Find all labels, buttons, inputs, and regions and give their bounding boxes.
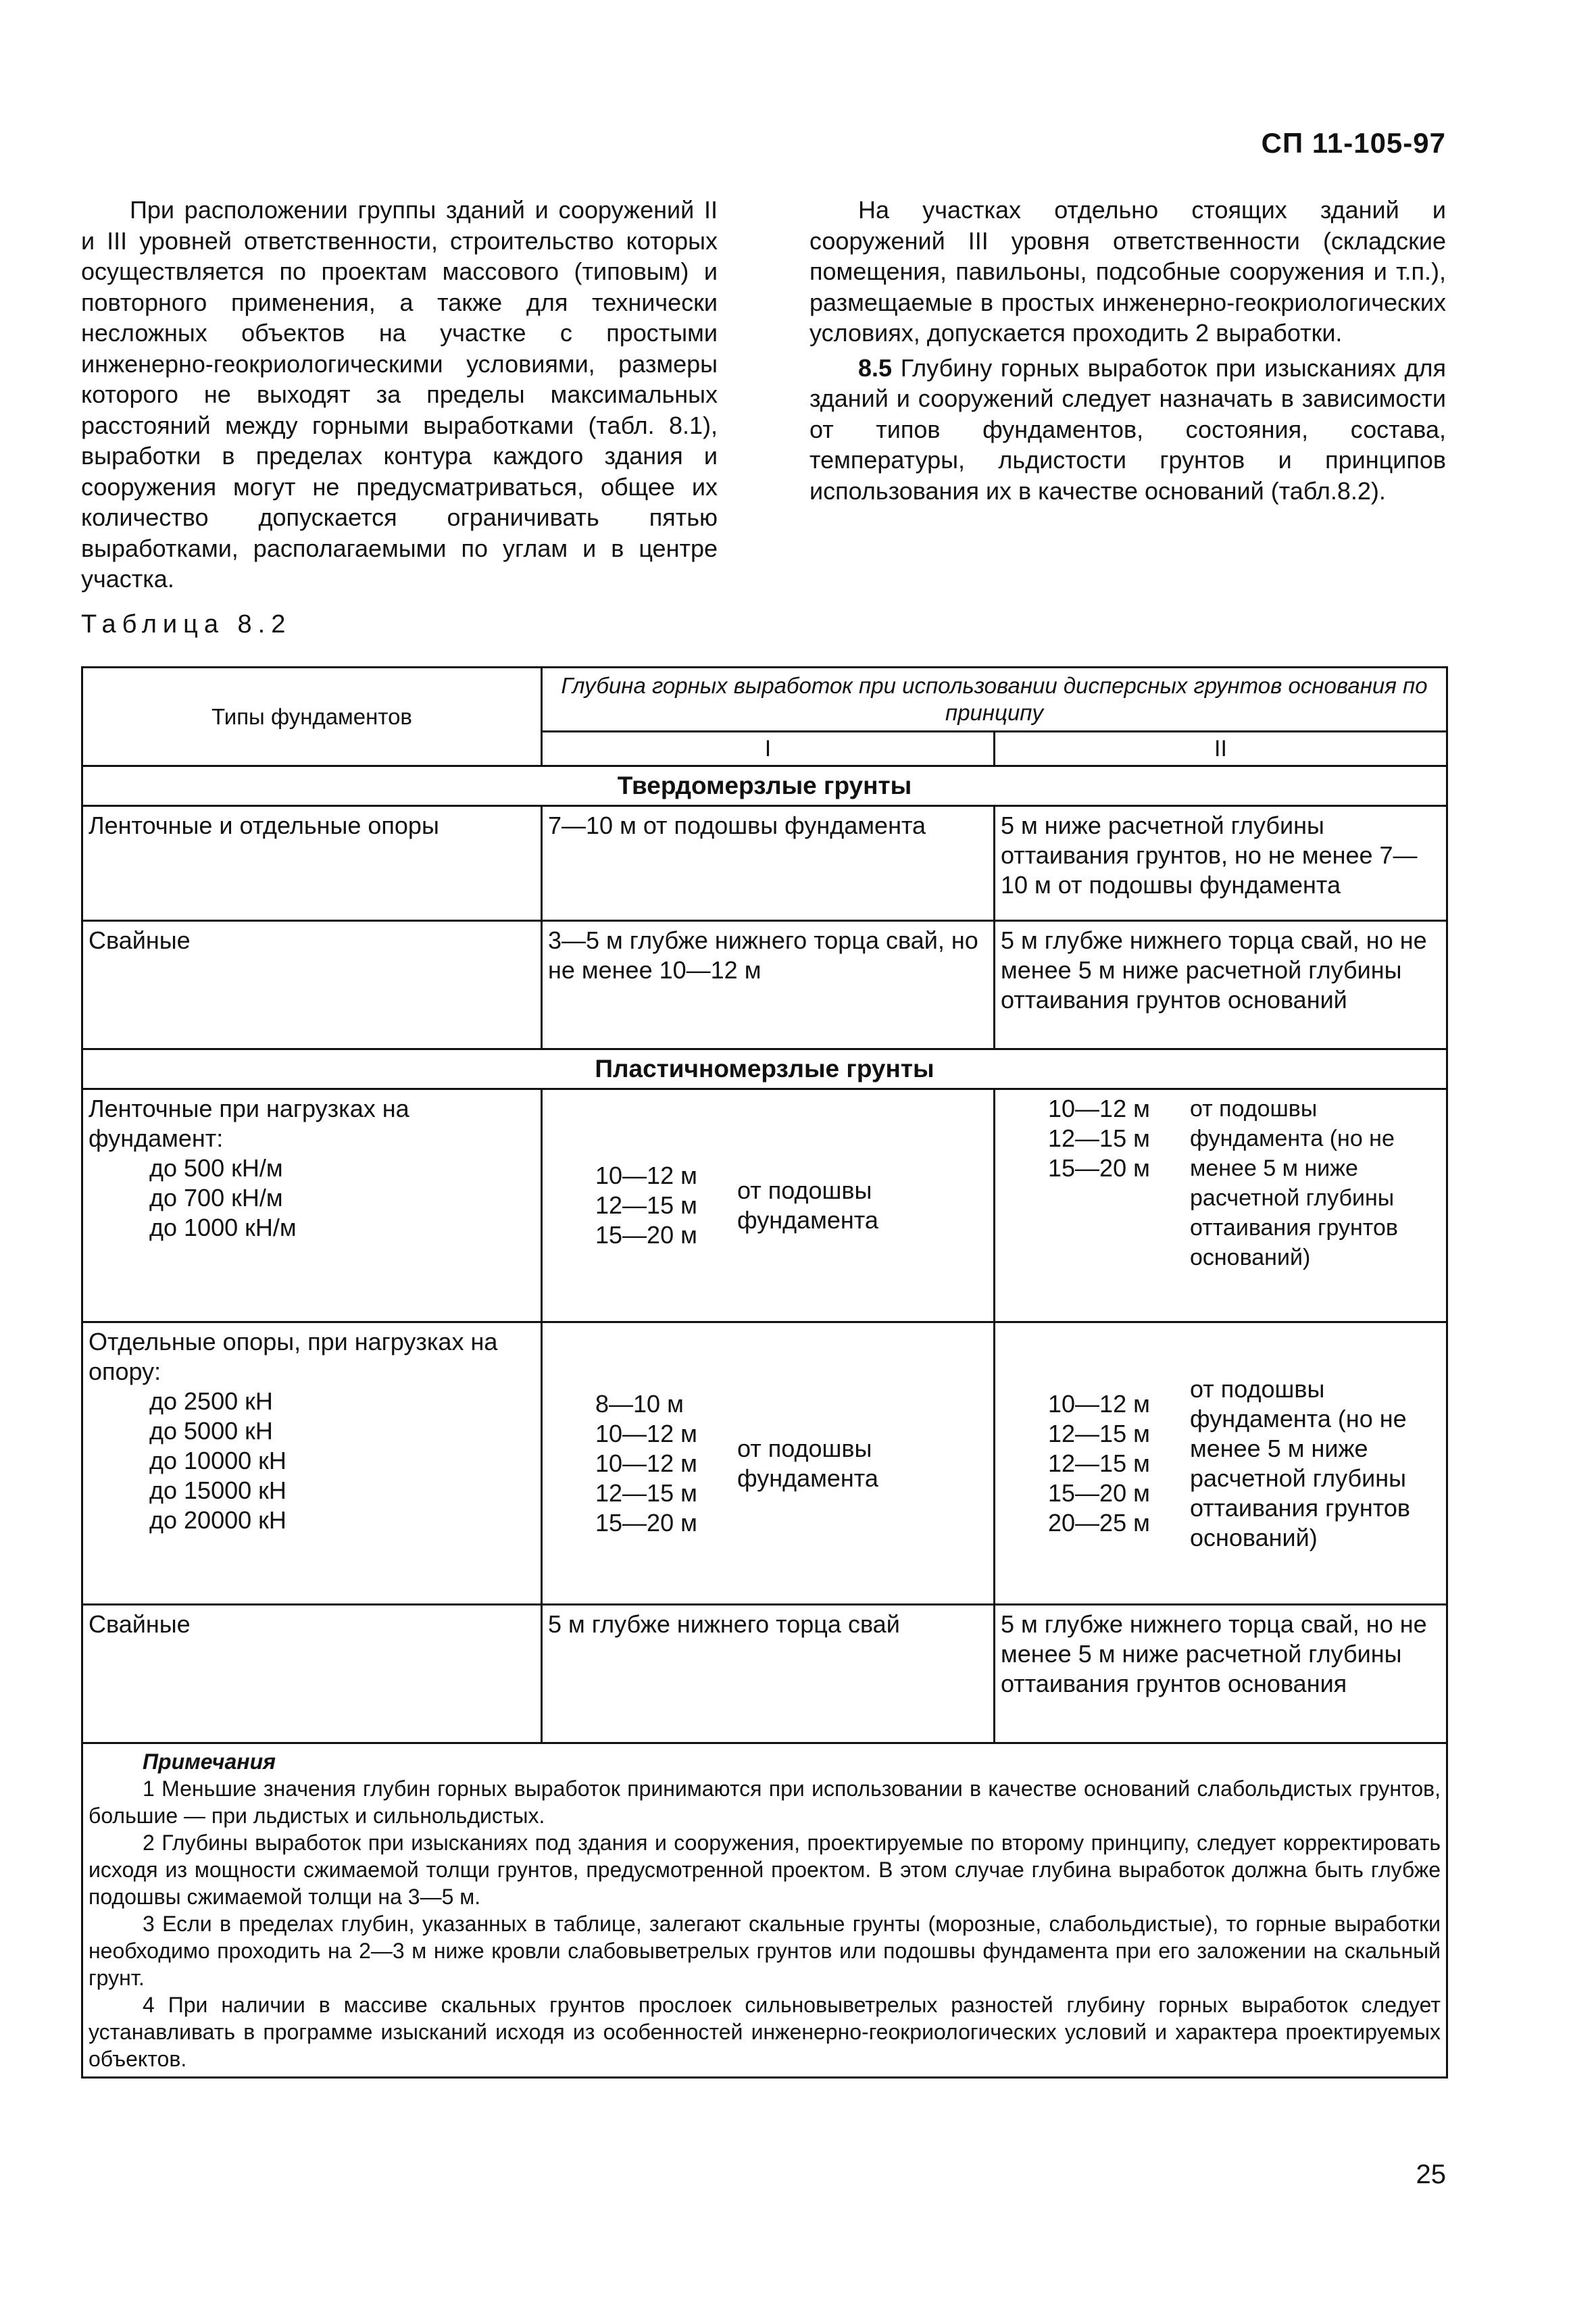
section-plastic-frozen: Пластичномерзлые грунты: [82, 1049, 1447, 1089]
note-item: 4 При наличии в массиве скальных грунтов прослоек сильновыветрелых разностей глубину горных выработок следует устанавливать в программе изысканий исходя из особенностей инженерно-геокриологических условий и характера проектируемых объектов.: [89, 1993, 1441, 2071]
table-caption: Таблица 8.2: [81, 610, 292, 639]
depth-note: от подошвы фундамента (но не менее 5 м ниже расчетной глубины оттаивания грунтов оснований): [1190, 1096, 1398, 1270]
row-type: Свайные: [82, 1605, 542, 1743]
row-principle-2: 5 м глубже нижнего торца свай, но не менее 5 м ниже расчетной глубины оттаивания грунтов основания: [995, 1605, 1447, 1743]
header-principle-1: I: [542, 732, 995, 766]
right-paragraph: На участках отдельно стоящих зданий и сооружений III уровня ответственности (складские помещения, павильоны, подсобные сооружения и т.п.), размещаемые в простых инженерно-геокриологических условиях, допускается проходить 2 выработки.: [809, 196, 1446, 347]
row-type: Ленточные и отдельные опоры: [82, 806, 542, 921]
header-depth: Глубина горных выработок при использовании дисперсных грунтов основания по принципу: [542, 668, 1447, 732]
row-principle-2: 5 м глубже нижнего торца свай, но не менее 5 м ниже расчетной глубины оттаивания грунтов оснований: [995, 921, 1447, 1049]
clause-8-5: [809, 353, 1446, 507]
depth-group: [548, 1389, 988, 1538]
row-type: [82, 1089, 542, 1322]
body-columns: [81, 195, 1446, 595]
row-principle-1: [542, 1089, 995, 1322]
row-type: Свайные: [82, 921, 542, 1049]
row-principle-1: [542, 1322, 995, 1605]
row-type-title: Ленточные при нагрузках на фундамент:: [89, 1095, 409, 1152]
note-item: 2 Глубины выработок при изысканиях под здания и сооружения, проектируемые по второму принципу, следует корректировать исходя из мощности сжимаемой толщи грунтов, предусмотренной проектом. В этом случае глубина выработок должна быть глубже подошвы сжимаемой толщи на 3—5 м.: [89, 1831, 1441, 1909]
row-principle-1: 5 м глубже нижнего торца свай: [542, 1605, 995, 1743]
row-principle-1: 3—5 м глубже нижнего торца свай, но не менее 10—12 м: [542, 921, 995, 1049]
depth-group: [1001, 1374, 1441, 1553]
depth-values: 8—10 м 10—12 м 10—12 м 12—15 м 15—20 м: [595, 1389, 697, 1537]
depth-note: от подошвы фундамента: [737, 1434, 878, 1492]
row-principle-2: 5 м ниже расчетной глубины оттаивания грунтов, но не менее 7—10 м от подошвы фундамента: [995, 806, 1447, 921]
depth-note: от подошвы фундамента: [737, 1176, 878, 1234]
document-code: СП 11-105-97: [1261, 127, 1446, 159]
row-type-title: Отдельные опоры, при нагрузках на опору:: [89, 1328, 498, 1385]
depth-group: [1001, 1094, 1441, 1272]
clause-number: 8.5: [858, 353, 893, 382]
note-item: 1 Меньшие значения глубин горных выработок принимаются при использовании в качестве оснований слабольдистых грунтов, большие — при льдистых и сильнольдистых.: [89, 1776, 1441, 1828]
note-item: 3 Если в пределах глубин, указанных в таблице, залегают скальные грунты (морозные, слабольдистые), то горные выработки необходимо проходить на 2—3 м ниже кровли слабовыветрелых грунтов или подошвы фундамента при его заложении на скальный грунт.: [89, 1912, 1441, 1990]
row-principle-1: 7—10 м от подошвы фундамента: [542, 806, 995, 921]
load-list: до 2500 кН до 5000 кН до 10000 кН до 15000 кН до 20000 кН: [149, 1387, 286, 1534]
left-column: [81, 195, 718, 595]
depth-group: [548, 1161, 988, 1250]
depth-note: от подошвы фундамента (но не менее 5 м ниже расчетной глубины оттаивания грунтов оснований): [1190, 1374, 1411, 1551]
row-principle-2: [995, 1322, 1447, 1605]
header-principle-2: II: [995, 732, 1447, 766]
depth-values: 10—12 м 12—15 м 12—15 м 15—20 м 20—25 м: [1048, 1389, 1150, 1537]
notes-title: Примечания: [143, 1749, 276, 1774]
section-hard-frozen: Твердомерзлые грунты: [82, 766, 1447, 806]
page-number: 25: [1416, 2160, 1446, 2189]
left-paragraph: При расположении группы зданий и сооружений II и III уровней ответственности, строительство которых осуществляется по проектам массового (типовым) и повторного применения, а также для технически несложных объектов на участке с простыми инженерно-геокриологическими условиями, размеры которого не выходят за пределы максимальных расстояний между горными выработками (табл. 8.1), выработки в пределах контура каждого здания и сооружения могут не предусматриваться, общее их количество допускается ограничивать пятью выработками, располагаемыми по углам и в центре участка.: [81, 196, 718, 593]
depth-table: [81, 666, 1448, 2078]
depth-values: 10—12 м 12—15 м 15—20 м: [1048, 1095, 1150, 1182]
header-types: Типы фундаментов: [82, 668, 542, 766]
load-list: до 500 кН/м до 700 кН/м до 1000 кН/м: [149, 1154, 297, 1241]
row-principle-2: [995, 1089, 1447, 1322]
right-column: [809, 195, 1446, 595]
depth-values: 10—12 м 12—15 м 15—20 м: [595, 1162, 697, 1249]
table-notes: [82, 1743, 1447, 2078]
row-type: [82, 1322, 542, 1605]
clause-text: Глубину горных выработок при изысканиях для зданий и сооружений следует назначать в зависимости от типов фундаментов, состояния, состава, температуры, льдистости грунтов и принципов использования их в качестве оснований (табл.8.2).: [809, 353, 1446, 505]
